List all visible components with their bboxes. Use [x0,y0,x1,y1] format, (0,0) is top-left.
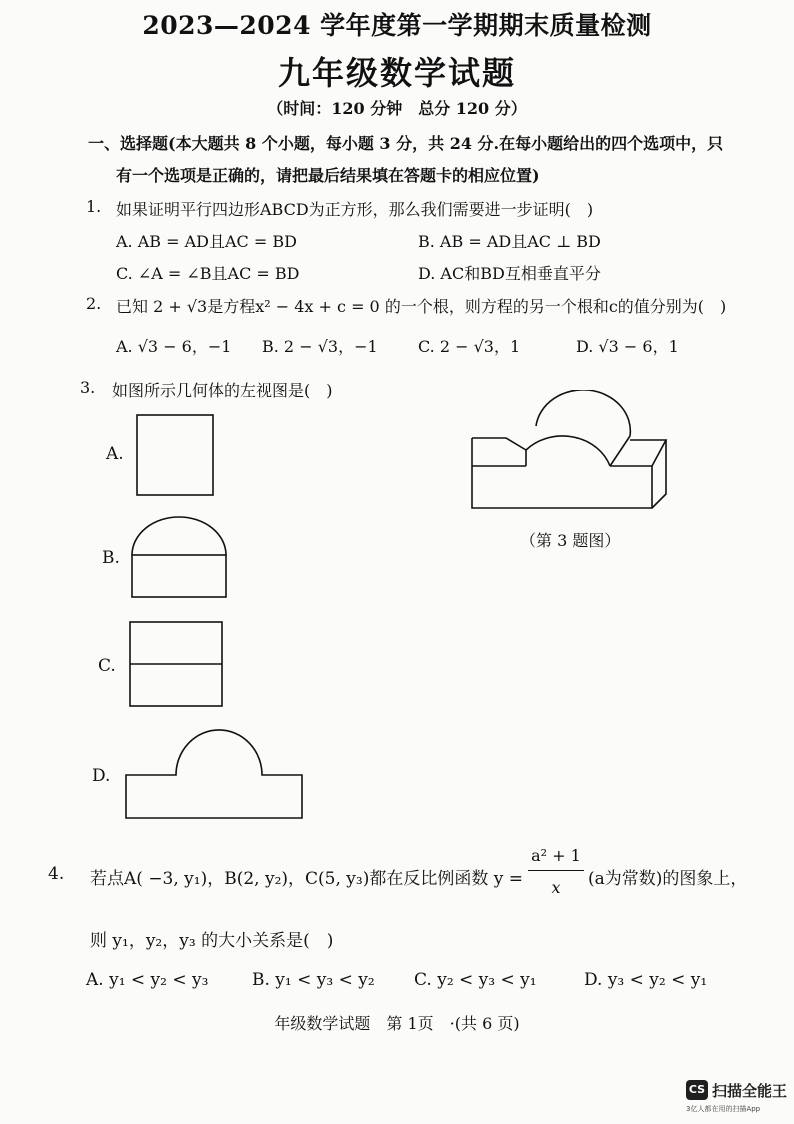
scanner-app-name: 扫描全能王 [712,1082,788,1100]
option-a-figure [130,410,220,500]
option-d: D. y₃ < y₂ < y₁ [584,970,708,990]
question-stem: 如图所示几何体的左视图是( ) [112,381,333,400]
option-b: B. 2 − √3，−1 [262,337,378,356]
option-c: C. y₂ < y₃ < y₁ [414,970,537,990]
scanner-logo-icon: CS [686,1080,708,1100]
section-instructions-line2: 有一个选项是正确的，请把最后结果填在答题卡的相应位置) [116,166,540,185]
fraction-numerator: a² + 1 [531,846,581,865]
option-c: C. ∠A = ∠B且AC = BD [116,264,300,283]
exam-header: 2023—2024 学年度第一学期期末质量检测 [142,11,652,40]
option-a: A. y₁ < y₂ < y₃ [86,970,209,990]
option-d: D. √3 − 6，1 [576,337,679,356]
question-stem: 已知 2 + √3是方程x² − 4x + c = 0 的一个根，则方程的另一个根和c的值分别为( ) [116,297,727,316]
page-footer: 年级数学试题 第 1页 ·(共 6 页) [274,1014,520,1033]
option-c-figure [124,618,228,710]
question-stem: 如果证明平行四边形ABCD为正方形，那么我们需要进一步证明( ) [116,200,594,219]
figure-caption: （第 3 题图） [520,531,621,550]
option-d: D. AC和BD互相垂直平分 [418,264,601,283]
section-instructions-line1: 一、选择题(本大题共 8 个小题，每小题 3 分，共 24 分.在每小题给出的四个选项中，只 [88,134,724,153]
option-d-label: D. [92,766,111,786]
option-b: B. y₁ < y₃ < y₂ [252,970,375,990]
option-b: B. AB = AD且AC ⊥ BD [418,232,601,251]
question-number: 4. [48,864,65,884]
question-number: 2. [86,294,102,313]
option-a: A. AB = AD且AC = BD [116,232,297,251]
scanner-tagline: 3亿人都在用的扫描App [686,1105,761,1113]
question-stem: 若点A( −3, y₁)，B(2, y₂)，C(5, y₃)都在反比例函数 y = [90,869,524,889]
page-title: 九年级数学试题 [277,54,516,92]
option-b-figure [126,510,236,602]
geometry-solid-figure [466,390,676,514]
question-stem-end: (a为常数)的图象上， [588,869,748,889]
fraction-denominator: x [551,878,561,897]
option-d-figure [120,722,310,822]
option-a: A. √3 − 6，−1 [116,337,232,356]
time-info: （时间：120 分钟 总分 120 分） [267,99,527,118]
fraction-bar [528,870,584,871]
question-stem-line2: 则 y₁，y₂，y₃ 的大小关系是( ) [90,931,334,951]
option-b-label: B. [102,548,120,568]
option-a-label: A. [106,444,124,464]
option-c: C. 2 − √3，1 [418,337,521,356]
option-c-label: C. [98,656,116,676]
question-number: 3. [80,378,96,397]
question-number: 1. [86,197,102,216]
